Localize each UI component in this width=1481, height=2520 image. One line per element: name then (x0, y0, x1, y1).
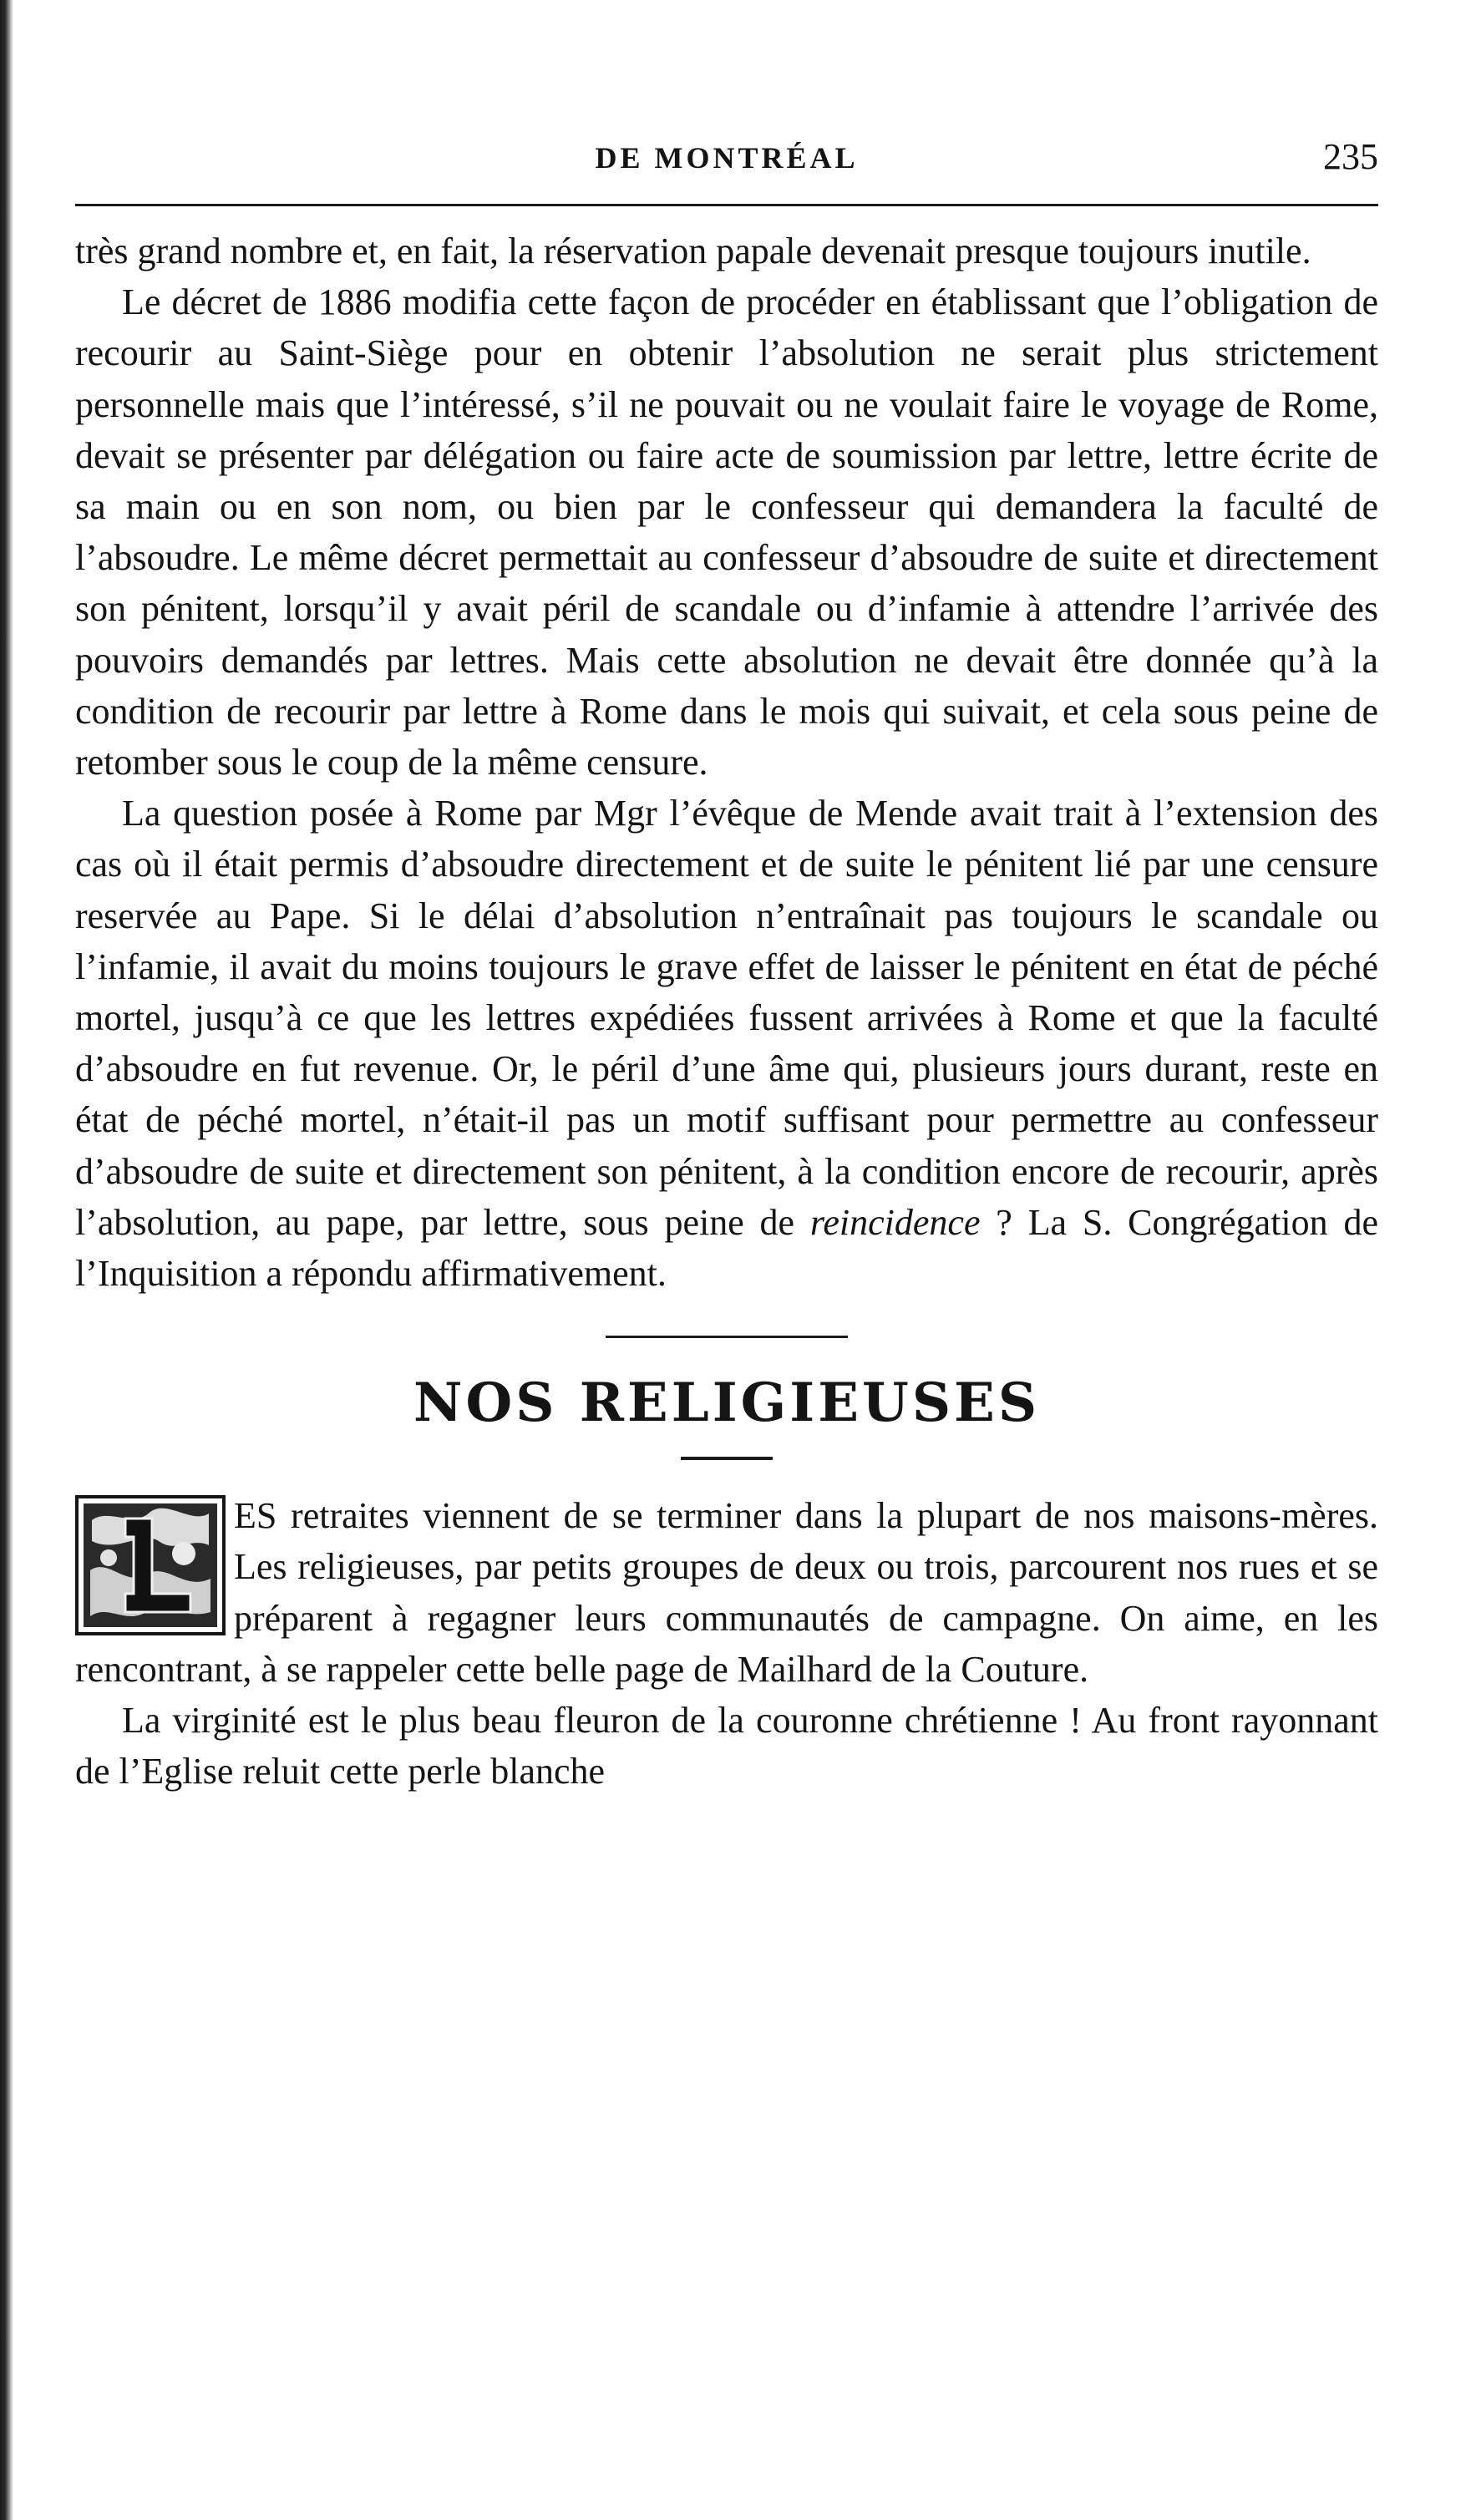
paragraph-virginity: La virginité est le plus beau fleuron de la couronne chrétienne ! Au front rayonnant de l’Eglise reluit cette perle blanche (75, 1700, 1378, 1792)
dropcap-paragraph-text: ES retraites viennent de se terminer dans la plupart de nos maisons-mères. Les religieuses, par petits groupes de deux ou trois, parcourent nos rues et se préparent à regagner leurs communautés de campagne. On aime, en les rencontrant, à se rappeler cette belle page de Mailhard de la Couture. (75, 1495, 1378, 1690)
section-title: NOS RELIGIEUSES (413, 1372, 1041, 1435)
section-divider (606, 1336, 848, 1338)
title-divider (681, 1457, 773, 1460)
dropcap-paragraph (75, 1490, 1378, 1695)
paragraph-question-text: La question posée à Rome par Mgr l’évêque de Mende avait trait à l’extension des cas où il était permis d’absoudre directement et de suite le pénitent lié par une censure reservée au Pape. Si le délai d’absolution n’entraînait pas toujours le scandale ou l’infamie, il avait du moins toujours le grave effet de laisser le pénitent en état de péché mortel, jusqu’à ce que les lettres expédiées fussent arrivées à Rome et que la faculté d’absoudre en fut revenue. Or, le péril d’une âme qui, plusieurs jours durant, reste en état de péché mortel, n’était-il pas un motif suffisant pour permettre au confesseur d’absoudre de suite et directement son pénitent, à la condition encore de recourir, après l’absolution, au pape, par lettre, sous peine de (75, 793, 1378, 1243)
page-body (75, 226, 1378, 1797)
page-binding-edge (0, 0, 13, 2520)
ornamental-letter-icon (75, 1495, 226, 1635)
running-title: DE MONTRÉAL (595, 141, 859, 175)
paragraph-question (75, 788, 1378, 1299)
paragraph-decree: Le décret de 1886 modifia cette façon de procéder en établissant que l’obligation de recourir au Saint-Siège pour en obtenir l’absolution ne serait plus strictement personnelle mais que l’intéressé, s’il ne pouvait ou ne voulait faire le voyage de Rome, devait se présenter par délégation ou faire acte de soumission par lettre, lettre écrite de sa main ou en son nom, ou bien par le confesseur qui demandera la faculté de l’absoudre. Le même décret permettait au confesseur d’absoudre de suite et directement son pénitent, lorsqu’il y avait péril de scandale ou d’infamie à attendre l’arrivée des pouvoirs demandés par lettres. Mais cette absolution ne devait être donnée qu’à la condition de recourir par lettre à Rome dans le mois qui suivait, et cela sous peine de retomber sous le coup de la même censure. (75, 281, 1378, 783)
italic-term: reincidence (809, 1201, 981, 1243)
paragraph-question-end: ? La S. Congrégation de l’Inquisition a répondu affirmativement. (75, 1201, 1378, 1295)
dropcap-letter (75, 1495, 226, 1635)
paragraph-continued: très grand nombre et, en fait, la réservation papale devenait presque toujours inutile. (75, 231, 1311, 271)
page-number: 235 (1323, 136, 1378, 177)
header-rule (75, 204, 1378, 206)
page-header (75, 136, 1378, 190)
